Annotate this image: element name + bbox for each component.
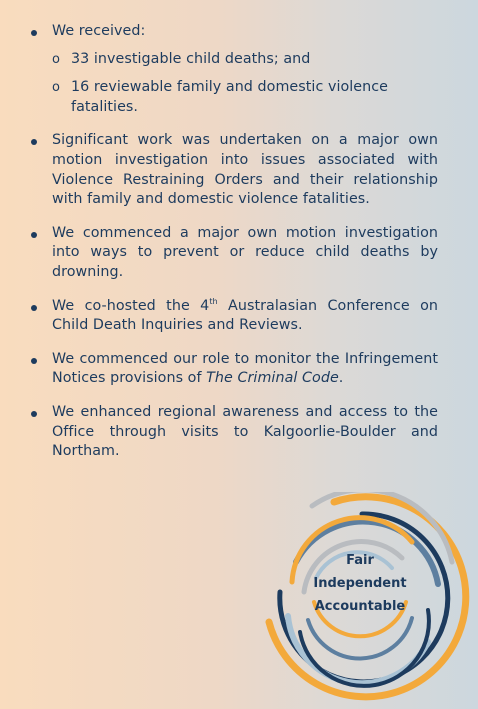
bullet-received <box>30 22 438 117</box>
sub-item-text: 16 reviewable family and domestic violence fatalities. <box>71 79 389 115</box>
sub-bullet-circle-icon: o <box>52 80 61 96</box>
bullet-dot-icon <box>31 30 37 36</box>
bullet-text: We commenced a major own motion investigation into ways to prevent or reduce child deaths by drowning. <box>52 224 438 280</box>
logo-value-fair: Fair <box>346 553 374 568</box>
sub-item-child-deaths <box>52 50 438 70</box>
sub-item-text: 33 investigable child deaths; and <box>71 50 311 67</box>
received-sublist <box>52 50 438 118</box>
bullet-dot-icon <box>31 411 37 417</box>
received-intro: We received: <box>52 23 146 39</box>
bullet-text-post: . <box>338 370 344 387</box>
bullet-infringement-notices <box>30 350 438 389</box>
bullet-text-pre: We co-hosted the 4 <box>52 297 210 314</box>
criminal-code-title: The Criminal Code <box>206 370 339 387</box>
bullet-vro-investigation <box>30 131 438 209</box>
bullet-dot-icon <box>31 305 37 311</box>
bullet-text: Significant work was undertaken on a major own motion investigation into issues associated with Violence Restraining Orders and their relationship with family and domestic violence fatalities. <box>52 132 438 208</box>
bullet-dot-icon <box>31 232 37 238</box>
bullet-text-post: Australasian Conference on Child Death Inquiries and Reviews. <box>52 297 439 334</box>
sub-item-fdv-fatalities <box>52 78 438 117</box>
bullet-regional-awareness <box>30 403 438 462</box>
logo-value-accountable: Accountable <box>314 599 406 614</box>
ombudsman-rings-logo <box>252 492 472 702</box>
bullet-text-pre: We commenced our role to monitor the Infringement Notices provisions of <box>52 350 438 387</box>
achievements-list <box>30 22 438 476</box>
sub-bullet-circle-icon: o <box>52 51 61 67</box>
bullet-dot-icon <box>31 358 37 364</box>
bullet-dot-icon <box>31 139 37 145</box>
ordinal-suffix: th <box>209 296 218 306</box>
bullet-conference <box>30 297 438 336</box>
logo-value-independent: Independent <box>313 576 407 591</box>
bullet-drowning-investigation <box>30 224 438 283</box>
bullet-text: We enhanced regional awareness and access to the Office through visits to Kalgoorlie-Boulder and Northam. <box>52 403 438 460</box>
